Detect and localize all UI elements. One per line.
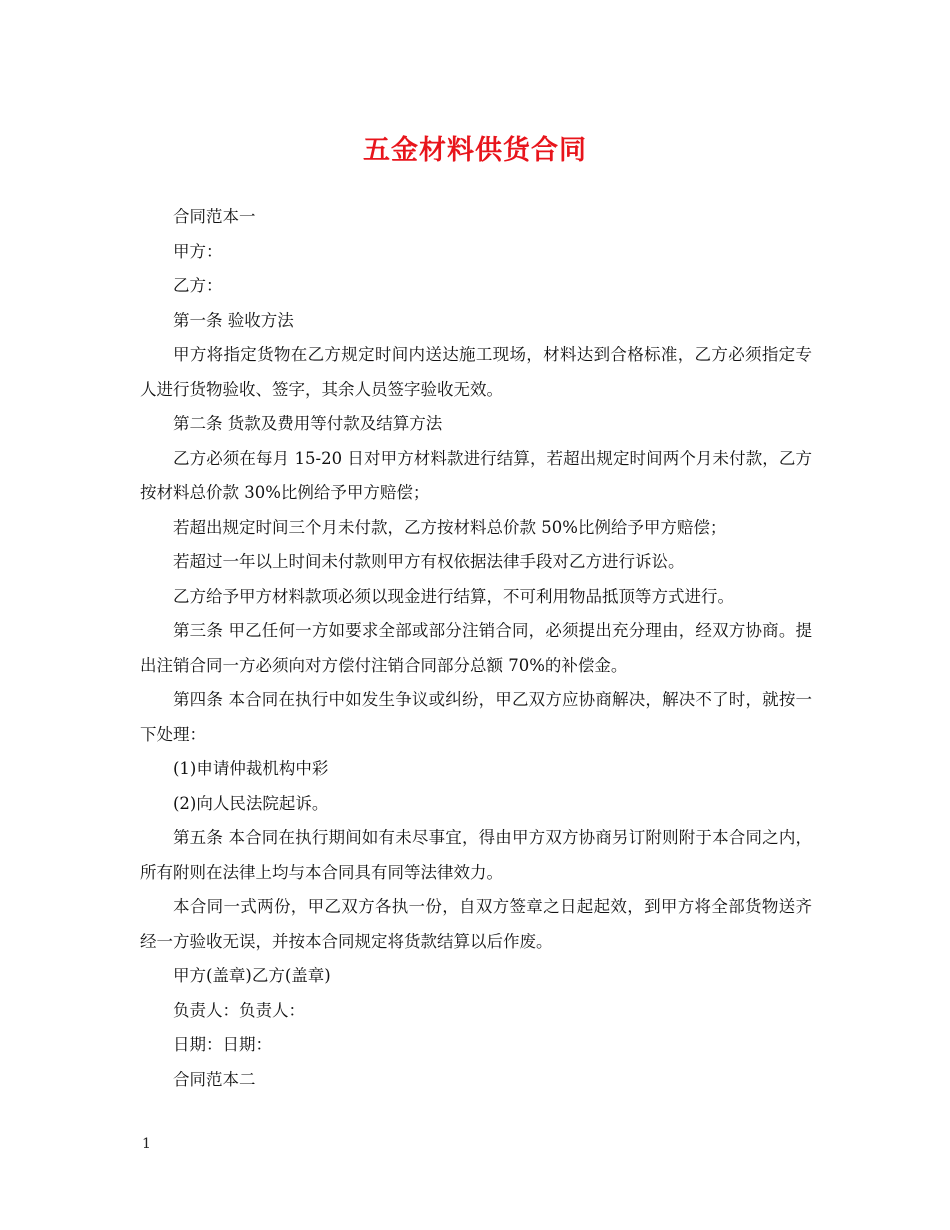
paragraph: 甲方： — [173, 241, 223, 261]
paragraph: 乙方： — [173, 276, 223, 295]
paragraph: 合同范本二 — [173, 1069, 256, 1089]
paragraph: 第二条 货款及费用等付款及结算方法 — [173, 414, 443, 433]
paragraph: 第三条 甲乙任何一方如要求全部或部分注销合同，必须提出充分理由，经双方协商。提出注销合同一方必须向对方偿付注销合同部分总额 70%的补偿金。 — [140, 621, 812, 675]
document-title: 五金材料供货合同 — [363, 135, 587, 166]
paragraph: 乙方给予甲方材料款项必须以现金进行结算，不可利用物品抵顶等方式进行。 — [173, 586, 734, 606]
paragraph: 负责人：负责人： — [173, 1000, 305, 1020]
paragraph: 第四条 本合同在执行中如发生争议或纠纷，甲乙双方应协商解决，解决不了时，就按一下处理： — [140, 690, 812, 744]
paragraph: 合同范本一 — [173, 207, 256, 226]
paragraph: (1)申请仲裁机构中彩 — [173, 759, 329, 778]
paragraph: 第五条 本合同在执行期间如有未尽事宜，得由甲方双方协商另订附则附于本合同之内，所有附则在法律上均与本合同具有同等法律效力。 — [140, 828, 812, 882]
paragraph: 若超过一年以上时间未付款则甲方有权依据法律手段对乙方进行诉讼。 — [173, 552, 685, 571]
page-number: 1 — [142, 1136, 151, 1152]
paragraph: 第一条 验收方法 — [173, 310, 294, 330]
paragraph: 若超出规定时间三个月未付款，乙方按材料总价款 50%比例给予甲方赔偿； — [173, 517, 727, 537]
document-body — [140, 200, 812, 1097]
paragraph: 日期：日期： — [173, 1035, 272, 1054]
paragraph: 甲方(盖章)乙方(盖章) — [173, 966, 331, 985]
paragraph: 本合同一式两份，甲乙双方各执一份，自双方签章之日起起效，到甲方将全部货物送齐经一方验收无误，并按本合同规定将货款结算以后作废。 — [140, 897, 812, 951]
paragraph: (2)向人民法院起诉。 — [173, 793, 329, 813]
paragraph: 乙方必须在每月 15-20 日对甲方材料款进行结算，若超出规定时间两个月未付款，乙方按材料总价款 30%比例给予甲方赔偿； — [140, 448, 812, 502]
paragraph: 甲方将指定货物在乙方规定时间内送达施工现场，材料达到合格标准，乙方必须指定专人进行货物验收、签字，其余人员签字验收无效。 — [140, 345, 812, 399]
